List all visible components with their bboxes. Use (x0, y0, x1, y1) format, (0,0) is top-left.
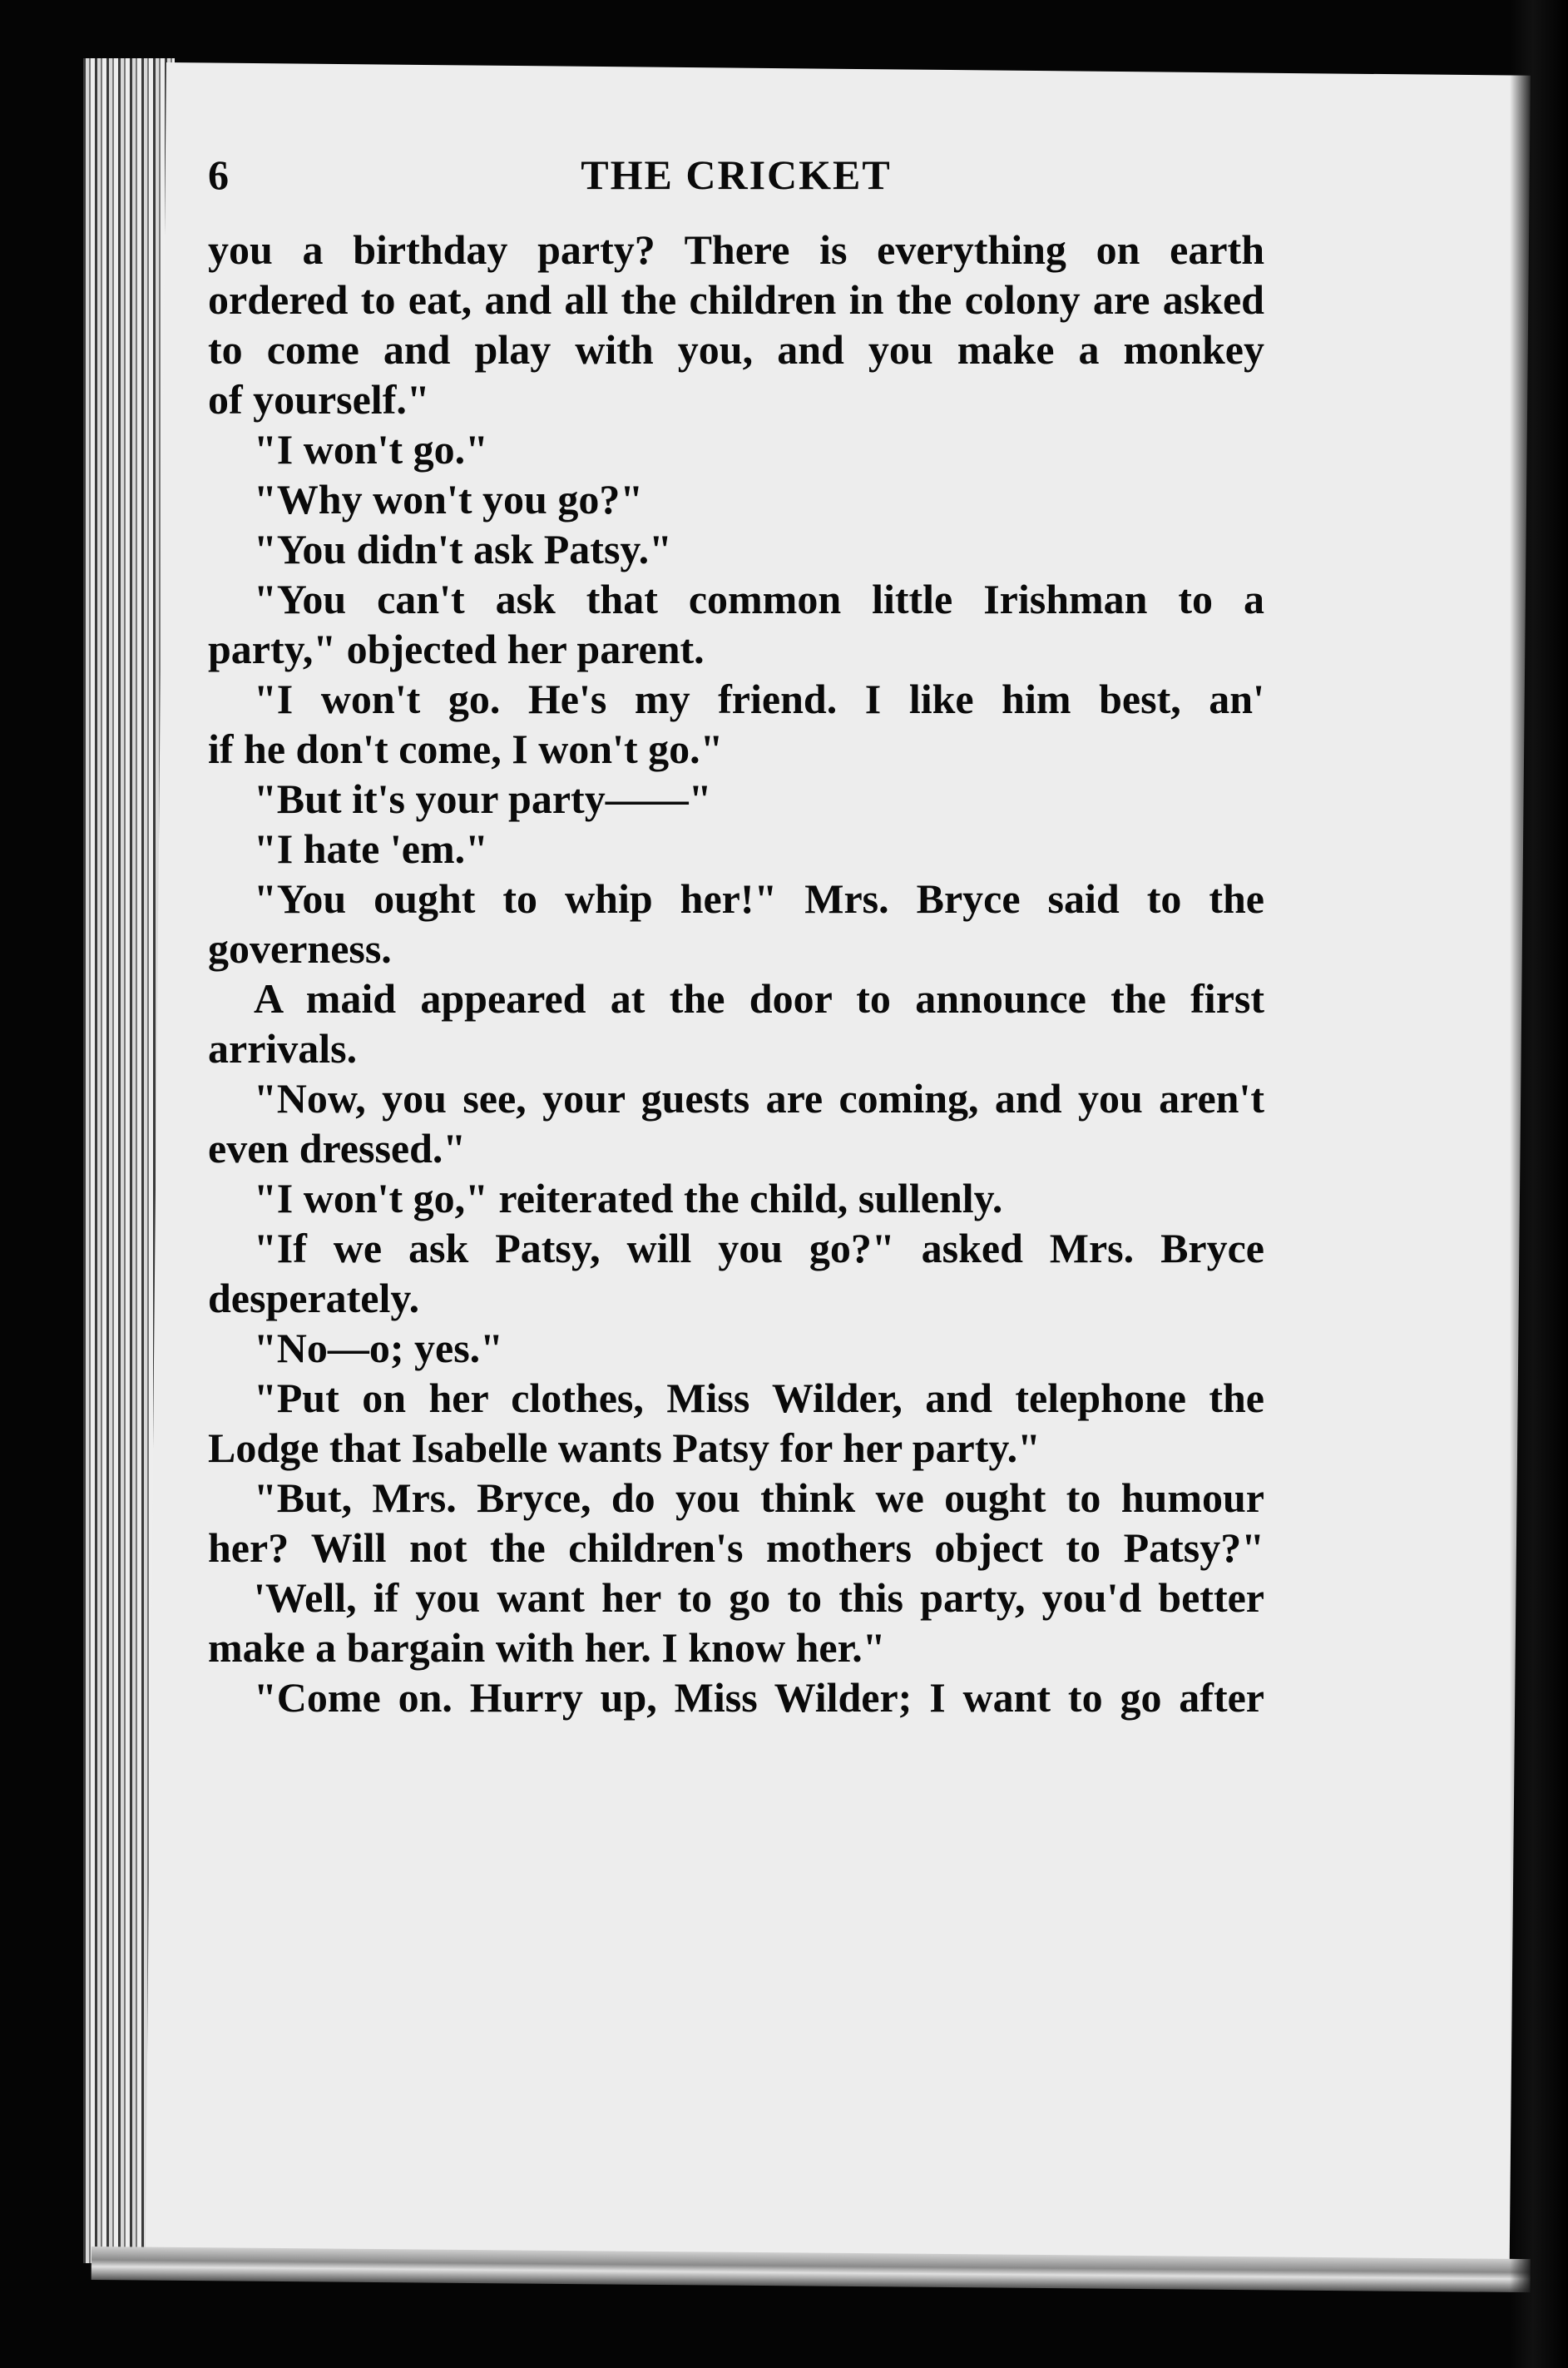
page-text (208, 150, 1264, 1722)
text-line: "Put on her clothes, Miss Wilder, and telephone the (254, 1375, 1264, 1421)
text-line: of yourself." (208, 376, 430, 423)
text-line: "I won't go. He's my friend. I like him best, an' (254, 676, 1264, 722)
text-line: arrivals. (208, 1025, 358, 1072)
text-line: "You ought to whip her!" Mrs. Bryce said to the (254, 875, 1264, 922)
page-number: 6 (208, 151, 229, 198)
text-line: "I won't go," reiterated the child, sullenly. (254, 1175, 1003, 1221)
text-line: "I hate 'em." (254, 825, 488, 872)
text-line: ordered to eat, and all the children in the colony are asked (208, 276, 1264, 323)
text-line: even dressed." (208, 1125, 467, 1172)
right-shadow (1510, 0, 1568, 2368)
text-line: to come and play with you, and you make a monkey (208, 326, 1264, 373)
body-lines (208, 225, 1264, 1722)
text-line: "No—o; yes." (254, 1325, 503, 1371)
text-line: "But it's your party——" (254, 775, 712, 822)
text-line: "If we ask Patsy, will you go?" asked Mrs. Bryce (254, 1225, 1264, 1271)
text-line: her? Will not the children's mothers object to Patsy?" (208, 1524, 1264, 1571)
text-line: "Why won't you go?" (254, 476, 644, 523)
text-line: if he don't come, I won't go." (208, 726, 724, 772)
text-line: party," objected her parent. (208, 626, 705, 672)
text-line: "You can't ask that common little Irishman to a (254, 576, 1264, 622)
text-line: A maid appeared at the door to announce the first (254, 975, 1264, 1022)
text-line: "I won't go." (254, 426, 488, 473)
text-line: "Now, you see, your guests are coming, and you aren't (254, 1075, 1264, 1122)
running-head: THE CRICKET (581, 151, 892, 198)
text-line: make a bargain with her. I know her." (208, 1624, 886, 1671)
text-line: "Come on. Hurry up, Miss Wilder; I want to go after (254, 1674, 1264, 1721)
text-line: governess. (208, 925, 392, 972)
text-line: 'Well, if you want her to go to this party, you'd better (254, 1574, 1264, 1621)
text-line: "But, Mrs. Bryce, do you think we ought to humour (254, 1474, 1264, 1521)
text-line: Lodge that Isabelle wants Patsy for her party." (208, 1424, 1041, 1471)
text-line: desperately. (208, 1275, 420, 1321)
text-line: you a birthday party? There is everything on earth (208, 226, 1264, 273)
text-line: "You didn't ask Patsy." (254, 526, 672, 572)
page-header (208, 150, 1264, 216)
